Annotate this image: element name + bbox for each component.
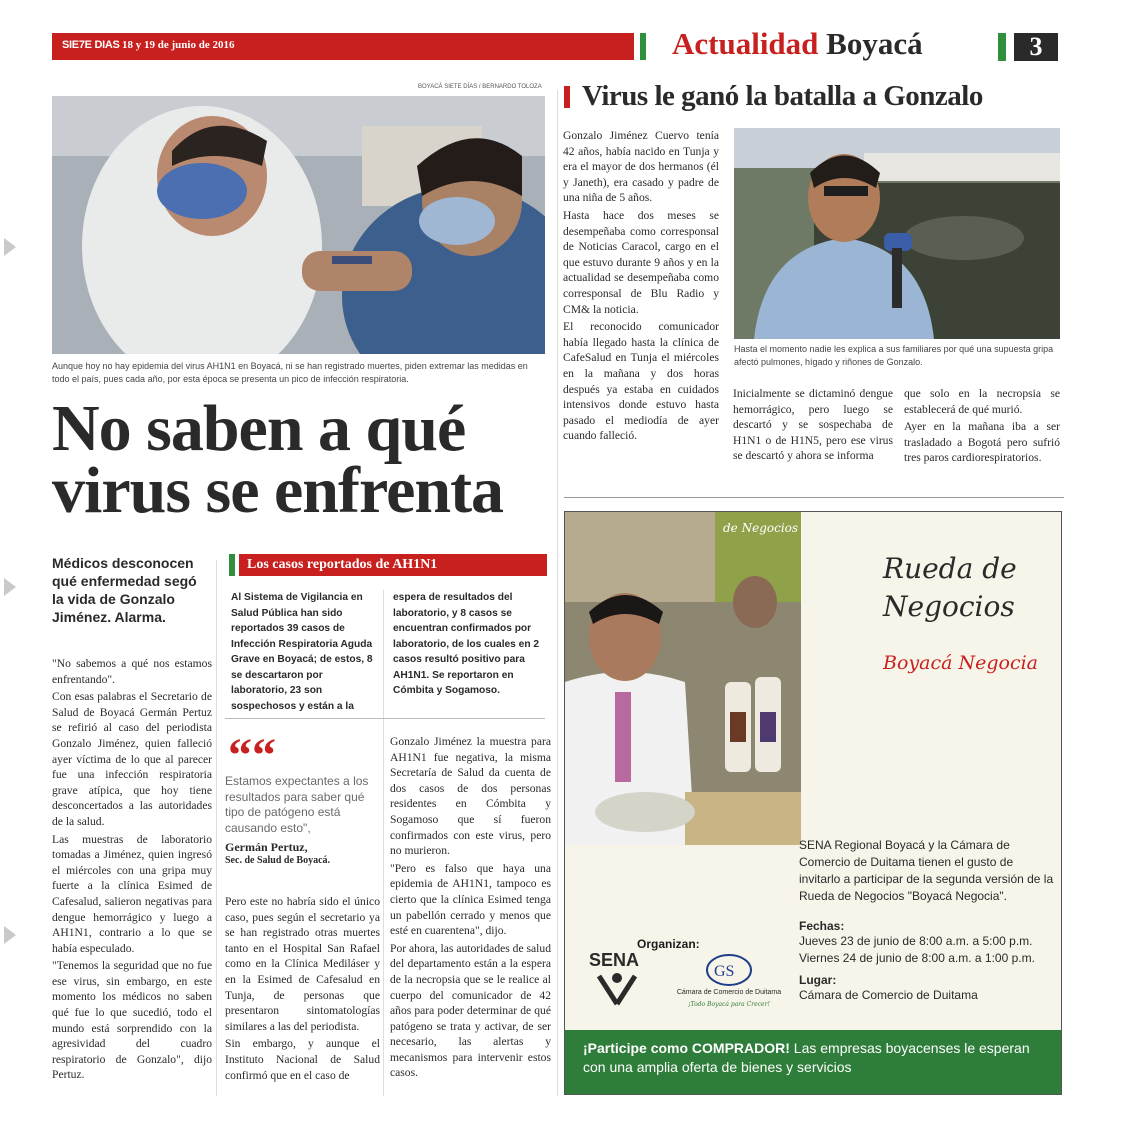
place: Cámara de Comercio de Duitama (799, 988, 978, 1002)
box-divider (225, 718, 545, 719)
quote-author-name: Germán Pertuz, (225, 840, 308, 854)
second-article-col2: Inicialmente se dictaminó dengue hemorrágico, pero luego se descartó y se sospechaba de H1N1 o de H1N5, pero ese virus se descartó y ahora se informa (733, 387, 893, 463)
paragraph: Gonzalo Jiménez la muestra para AH1N1 fue negativa, la misma Secretaría de Salud da cuenta de dos casos de dos personas residentes en Cómbita y Sogamoso que sí fueron confirmados con este virus, pero no murieron. (390, 735, 551, 858)
main-article-col1 (52, 656, 212, 1085)
paragraph: Ayer en la mañana iba a ser trasladado a Bogotá pero sufrió tres paros cardiorespiratorios. (904, 420, 1060, 465)
paragraph: que solo en la necropsia se establecerá de qué murió. (904, 387, 1060, 416)
ad-photo (565, 512, 801, 845)
column-rule (383, 590, 384, 1096)
quote-icon: ““ (228, 729, 276, 782)
article-kicker: Médicos desconocen qué enfermedad segó la vida de Gonzalo Jiménez. Alarma. (52, 555, 197, 625)
paragraph: "No sabemos a qué nos estamos enfrentando". (52, 657, 212, 686)
photo1-caption: Aunque hoy no hay epidemia del virus AH1N1 en Boyacá, ni se han registrado muertes, piden extremar las medidas en todo el país, pues cada año, por esta época se presenta un pico de infección respiratoria. (52, 361, 528, 384)
chamber-logo-text: Cámara de Comercio de Duitama (676, 989, 782, 996)
quote-author-role: Sec. de Salud de Boyacá. (225, 855, 331, 866)
publication-name: SIE7E DIAS (62, 39, 120, 51)
scan-margin-mark (4, 926, 16, 944)
paragraph: Las muestras de laboratorio tomadas a Jiménez, quien ingresó el miércoles con una gripa muy fuerte a la clínica Esimed de Cafesalud, salieron negativas para dengue hemorrágico y luego a AH1N1, contrario a lo que se había especulado. (52, 832, 212, 955)
pull-quote: Estamos expectantes a los resultados para saber qué tipo de patógeno está causando esto", (225, 774, 369, 835)
chamber-logo (669, 952, 789, 1012)
second-headline: Virus le ganó la batalla a Gonzalo (582, 80, 983, 112)
ad-info (799, 837, 1055, 1004)
column-rule (557, 90, 558, 1096)
paragraph: "Pero es falso que haya una epidemia de AH1N1, tampoco es cierto que la clínica Esimed tenga un pabellón cerrado y menos que esté en cuarentena", dijo. (390, 861, 551, 938)
business-fair-ad (564, 511, 1062, 1095)
chamber-logo-tagline: ¡Todo Boyacá para Crecer! (688, 1001, 770, 1008)
ad-footer-cta: ¡Participe como COMPRADOR! (583, 1040, 790, 1056)
ad-title-line1: Rueda de (883, 552, 1017, 585)
quote-author (225, 840, 377, 868)
box-green-mark (229, 554, 235, 576)
date-2: Viernes 24 de junio de 8:00 a.m. a 1:00 p.m. (799, 951, 1035, 965)
header-green-mark (640, 33, 646, 60)
gonzalo-photo (734, 128, 1060, 339)
box-header (239, 554, 547, 576)
date-1: Jueves 23 de junio de 8:00 a.m. a 5:00 p.m. (799, 934, 1033, 948)
organizers-label: Organizan: (637, 937, 700, 951)
ad-footer (565, 1030, 1061, 1094)
photo-credit: BOYACÁ SIETE DÍAS / BERNARDO TOLOZA (418, 84, 542, 90)
section-title-a: Actualidad (672, 26, 819, 61)
box-col2: espera de resultados del laboratorio, y 8 casos se encuentran confirmados por laboratorio, de los cuales en 2 casos resultó positivo para AH1N1. Se reportaron en Cómbita y Sogamoso. (393, 592, 540, 696)
paragraph: Por ahora, las autoridades de salud del departamento están a la espera de la necropsia que se le realice al cuerpo del comunicador de 42 años para poder determinar de qué patógeno se trata y activar, de ser necesario, las alertas y mecanismos para intervenir estos casos. (390, 941, 551, 1080)
issue-date: 18 y 19 de junio de 2016 (122, 39, 235, 51)
sena-logo (579, 942, 649, 1012)
box-col1: Al Sistema de Vigilancia en Salud Pública han sido reportados 39 casos de Infección Respiratoria Aguda Grave en Boyacá; de estos, 8 se descartaron por laboratorio, 23 son sospechosos y están a la (231, 592, 373, 712)
ad-footer-body: Las empresas boyacenses le esperan con una amplia oferta de bienes y servicios (583, 1040, 1030, 1075)
section-title (672, 26, 923, 62)
section-title-b: Boyacá (826, 26, 923, 61)
main-headline: No saben a qué virus se enfrenta (52, 392, 504, 527)
second-article-col1 (563, 128, 719, 446)
ad-banner-text: de Negocios (723, 521, 799, 535)
headline-red-mark (564, 86, 570, 108)
paragraph: Hasta hace dos meses se desempeñaba como corresponsal de Noticias Caracol, cargo en el que estuvo durante 9 años y en la actualidad se desempeñaba como corresponsal de Blu Radio y CM& la noticia. (563, 208, 719, 316)
sena-logo-text: SENA (589, 950, 640, 970)
paragraph: Gonzalo Jiménez Cuervo tenía 42 años, había nacido en Tunja y era el mayor de dos hermanos (él y Janeth), era casado y padre de una niña de 5 años. (563, 129, 719, 205)
svg-text:GS: GS (714, 963, 735, 980)
ad-subtitle: Boyacá Negocia (883, 652, 1038, 674)
dates-label: Fechas: (799, 919, 845, 933)
page-number: 3 (1014, 33, 1058, 61)
paragraph: El reconocido comunicador había llegado hasta la clínica de CafeSalud en Tunja el miércoles en la mañana y dos horas después ya estaba en cuidados intensivos donde estuvo hasta pasado el mediodía de ayer cuando falleció. (563, 320, 719, 443)
ad-footer-text (583, 1039, 1053, 1077)
scan-margin-mark (4, 238, 16, 256)
vaccination-photo (52, 96, 545, 354)
ad-title-line2: Negocios (883, 590, 1015, 623)
scan-margin-mark (4, 578, 16, 596)
second-article-col3 (904, 386, 1060, 468)
header-bar (52, 33, 634, 60)
section-divider (564, 497, 1064, 498)
ad-intro: SENA Regional Boyacá y la Cámara de Comercio de Duitama tienen el gusto de invitarlo a participar de la segunda versión de la Rueda de Negocios "Boyacá Negocia". (799, 838, 1054, 903)
paragraph: Sin embargo, y aunque el Instituto Nacional de Salud confirmó que en el caso de (225, 1037, 380, 1082)
column-rule (216, 560, 217, 1096)
main-article-col3 (390, 734, 551, 1083)
paragraph: Pero este no habría sido el único caso, pues según el secretario ya se han registrado otras muertes tanto en el Hospital San Rafael como en la Clínica Mediláser y en la Esimed de Cafesalud en Tunja, de personas que presentaron sintomatologías similares a las del periodista. (225, 895, 380, 1033)
paragraph: "Tenemos la seguridad que no fue ese virus, sin embargo, en este momento los médicos no saben qué fue lo que sucedió, todo el mundo está sorprendido con la agresividad del cuadro respiratorio de Gonzalo", dijo Pertuz. (52, 959, 212, 1082)
page-number-mark (998, 33, 1006, 61)
paragraph: Con esas palabras el Secretario de Salud de Boyacá Germán Pertuz se refirió al caso del periodista Gonzalo Jiménez, quien falleció ayer víctima de lo que al parecer fue una infección respiratoria grave atípica, que hoy tiene desconcertados a las autoridades de la salud. (52, 690, 212, 828)
place-label: Lugar: (799, 973, 837, 987)
ad-title (883, 550, 1017, 626)
box-title: Los casos reportados de AH1N1 (247, 557, 438, 572)
photo2-caption: Hasta el momento nadie les explica a sus familiares por qué una supuesta gripa afectó pulmones, hígado y riñones de Gonzalo. (734, 344, 1054, 367)
main-article-col2 (225, 894, 380, 1085)
